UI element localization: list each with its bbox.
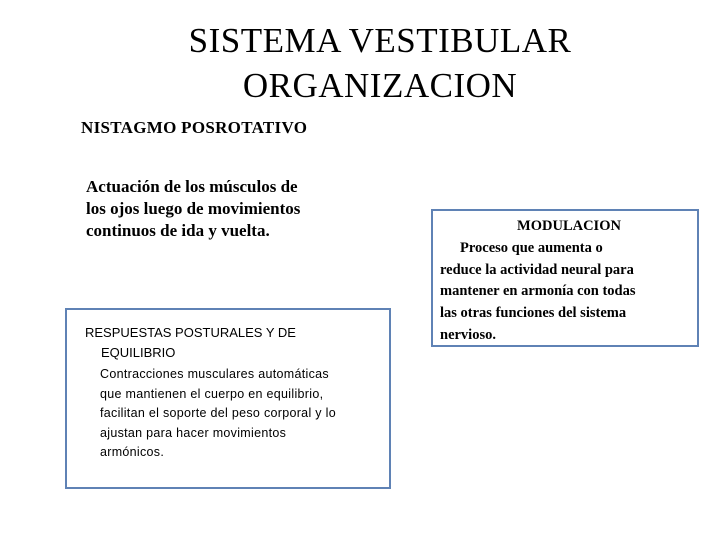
title-line-2: ORGANIZACION — [242, 66, 518, 105]
modulacion-line-5: nervioso. — [440, 326, 496, 343]
respuestas-body — [100, 365, 382, 463]
modulacion-line-3: mantener en armonía con todas — [440, 283, 636, 300]
modulacion-line-1: Proceso que aumenta o — [460, 239, 603, 256]
respuestas-body-line-5: armónicos. — [100, 445, 165, 459]
title-line-1: SISTEMA VESTIBULAR — [188, 21, 572, 60]
respuestas-box — [65, 308, 391, 489]
respuestas-heading — [85, 323, 375, 363]
nistagmo-description — [86, 176, 376, 242]
respuestas-body-line-4: ajustan para hacer movimientos — [100, 425, 287, 440]
modulacion-line-2: reduce la actividad neural para — [440, 261, 634, 278]
respuestas-heading-line-2: EQUILIBRIO — [101, 345, 176, 360]
slide-title — [0, 18, 720, 108]
modulacion-text — [440, 216, 698, 347]
nistagmo-line-1: Actuación de los músculos de — [86, 177, 298, 196]
modulacion-heading: MODULACION — [517, 218, 621, 234]
modulacion-box — [431, 209, 699, 347]
nistagmo-heading: NISTAGMO POSROTATIVO — [81, 118, 308, 137]
respuestas-body-line-1: Contracciones musculares automáticas — [100, 367, 329, 381]
nistagmo-line-3: continuos de ida y vuelta. — [86, 221, 270, 240]
respuestas-body-line-2: que mantienen el cuerpo en equilibrio, — [100, 386, 324, 401]
modulacion-line-4: las otras funciones del sistema — [440, 305, 627, 322]
nistagmo-line-2: los ojos luego de movimientos — [86, 199, 301, 218]
respuestas-body-line-3: facilitan el soporte del peso corporal y lo — [100, 406, 336, 420]
respuestas-heading-line-1: RESPUESTAS POSTURALES Y DE — [85, 325, 296, 340]
